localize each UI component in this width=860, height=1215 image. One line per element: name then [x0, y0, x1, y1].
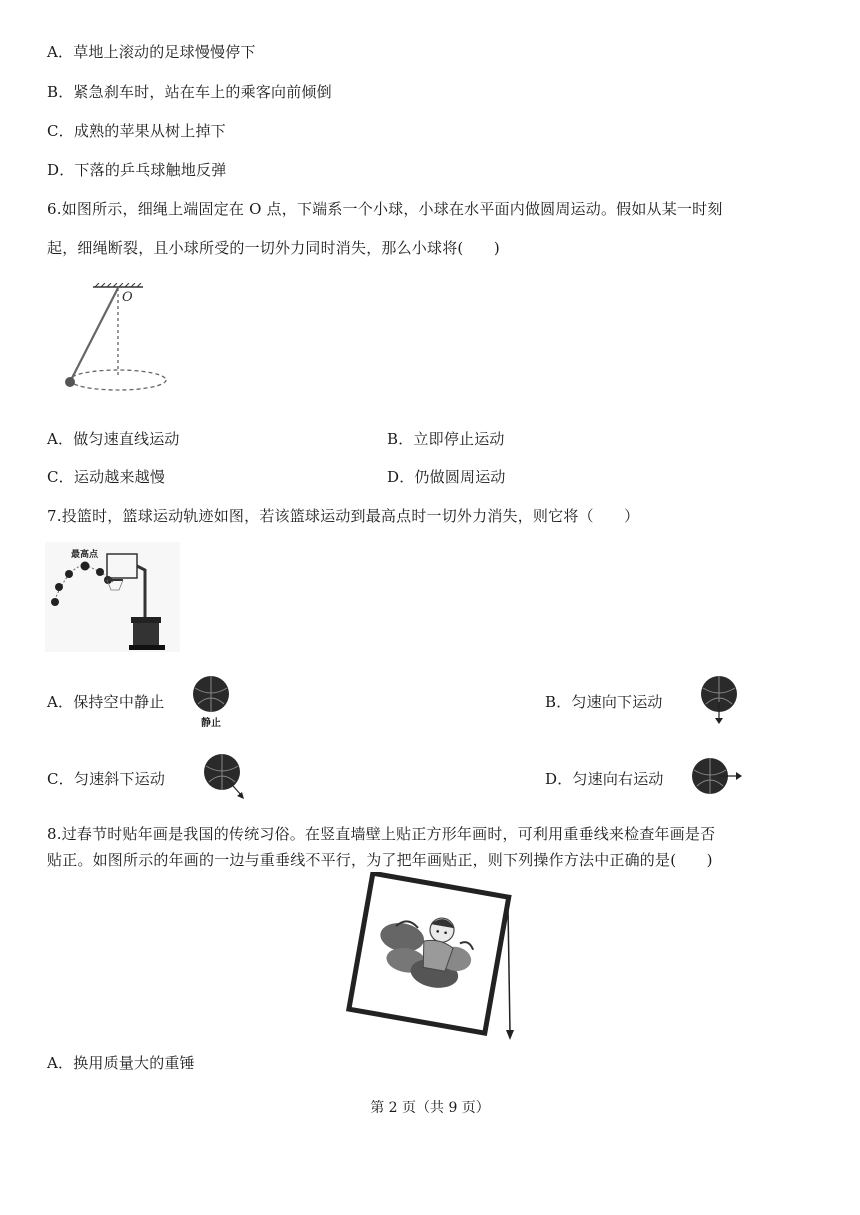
q7-basketball-trajectory-figure [45, 542, 180, 652]
q8-stem-line2: 贴正。如图所示的年画的一边与重垂线不平行，为了把年画贴正，则下列操作方法中正确的是( ) [47, 851, 713, 869]
q6-stem-line2: 起，细绳断裂，且小球所受的一切外力同时消失，那么小球将( ) [47, 239, 500, 257]
q7-option-d-right-ball-icon [688, 754, 748, 800]
q5-option-c: C．成熟的苹果从树上掉下 [47, 122, 226, 140]
q7-option-a-still-ball-icon [186, 674, 236, 730]
q8-new-year-painting-figure [338, 872, 523, 1044]
q7-option-c-diagonal-ball-icon [198, 750, 254, 806]
q6-pendulum-figure [58, 283, 178, 408]
q7-option-b: B．匀速向下运动 [545, 693, 663, 711]
q7-option-c: C．匀速斜下运动 [47, 770, 166, 788]
q7-highest-point-label: 最高点 [71, 550, 99, 560]
q5-option-b: B．紧急刹车时，站在车上的乘客向前倾倒 [47, 83, 332, 101]
q7-option-d: D．匀速向右运动 [545, 770, 664, 788]
q8-stem-line1: 8.过春节时贴年画是我国的传统习俗。在竖直墙壁上贴正方形年画时，可利用重垂线来检查年画是否 [47, 825, 716, 843]
q6-stem-line1: 6.如图所示，细绳上端固定在 O 点，下端系一个小球，小球在水平面内做圆周运动。假如从某一时刻 [47, 200, 723, 218]
q7-stem-line1: 7.投篮时，篮球运动轨迹如图，若该篮球运动到最高点时一切外力消失，则它将（ ） [47, 507, 640, 525]
q6-option-b: B．立即停止运动 [387, 430, 505, 448]
q6-option-c: C．运动越来越慢 [47, 468, 166, 486]
q8-option-a: A．换用质量大的重锤 [47, 1054, 195, 1072]
q5-option-d: D．下落的乒乓球触地反弹 [47, 161, 227, 179]
q7-option-a: A．保持空中静止 [47, 693, 165, 711]
page-footer: 第 2 页（共 9 页） [370, 1100, 490, 1116]
q5-option-a: A．草地上滚动的足球慢慢停下 [47, 43, 256, 61]
q7-still-caption: 静止 [201, 718, 221, 729]
q6-option-a: A．做匀速直线运动 [47, 430, 180, 448]
q6-point-o-label: O [122, 290, 133, 305]
q6-option-d: D．仍做圆周运动 [387, 468, 506, 486]
q7-option-b-down-ball-icon [694, 674, 744, 730]
